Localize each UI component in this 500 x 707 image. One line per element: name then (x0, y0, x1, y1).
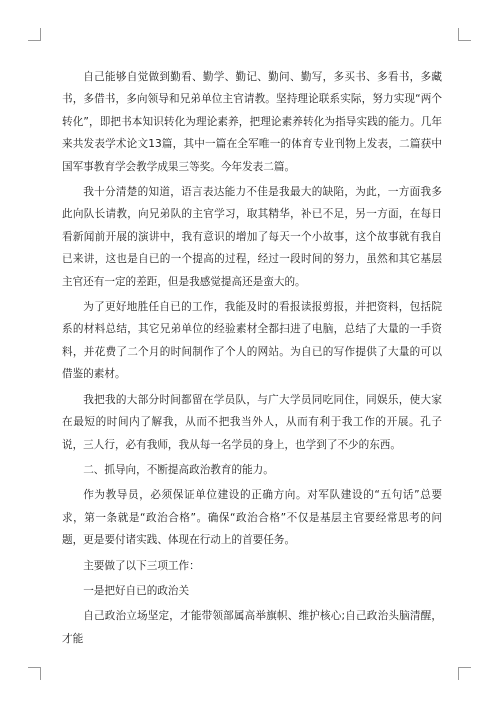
paragraph-study-habits: 自己能够自觉做到勤看、勤学、勤记、勤问、勤写，多买书、多看书，多藏书，多借书，多向领导和兄弟单位主官请教。坚持理论联系实际，努力实现“两个转化”，即把书本知识转化为理论素养，把理论素养转化为指导实践的能力。几年来共发表学术论文13篇，其中一篇在全军唯一的体育专业刊物上发表，二篇获中国军事教育学会教学成果三等奖。今年发表二篇。 (62, 71, 442, 173)
paragraph-task-one: 一是把好自已的政治关 (83, 584, 190, 597)
page-corner-mark-top-left (28, 28, 41, 41)
section-heading-political-education: 二、抓导向，不断提高政治教育的能力。 (83, 463, 274, 476)
paragraph-materials-website: 为了更好地胜任自已的工作，我能及时的看报读报剪报，并把资料，包括院系的材料总结，其它兄弟单位的经验素材全都扫进了电脑，总结了大量的一手资料，并花费了二个月的时间制作了个人的网站。为自已的写作提供了大量的可以借鉴的素材。 (62, 301, 442, 381)
page-corner-mark-bottom-right (458, 667, 471, 680)
paragraph-language-skills: 我十分清楚的知道，语言表达能力不佳是我最大的缺陷，为此，一方面我多此向队长请教，向兄弟队的主官学习，取其精华，补已不足，另一方面，在每日看新闻前开展的演讲中，我有意识的增加了每天一个小故事，这个故事就有我自已来讲，这也是自已的一个提高的过程，经过一段时间的努力，虽然和其它基层主官还有一定的差距，但是我感觉提高还是蛮大的。 (62, 186, 442, 288)
page-corner-mark-bottom-left (28, 667, 41, 680)
paragraph-with-students: 我把我的大部分时间都留在学员队，与广大学员同吃同住，同娱乐，使大家在最短的时间内了解我，从而不把我当外人，从而有利于我工作的开展。孔子说，三人行，必有我师，我从每一名学员的身上，也学到了不少的东西。 (62, 393, 442, 451)
document-body (62, 66, 442, 653)
paragraph-three-tasks: 主要做了以下三项工作： (83, 559, 200, 572)
paragraph-political-stance: 自己政治立场坚定，才能带领部属高举旗帜、维护核心;自己政治头脑清醒，才能 (62, 610, 442, 645)
page-corner-mark-top-right (458, 28, 471, 41)
paragraph-political-qualification: 作为教导员，必须保证单位建设的正确方向。对军队建设的“五句话”总要求，第一条就是“政治合格”。确保“政治合格”不仅是基层主官要经常思考的问题，更是要付诸实践、体现在行动上的首要任务。 (62, 489, 442, 547)
